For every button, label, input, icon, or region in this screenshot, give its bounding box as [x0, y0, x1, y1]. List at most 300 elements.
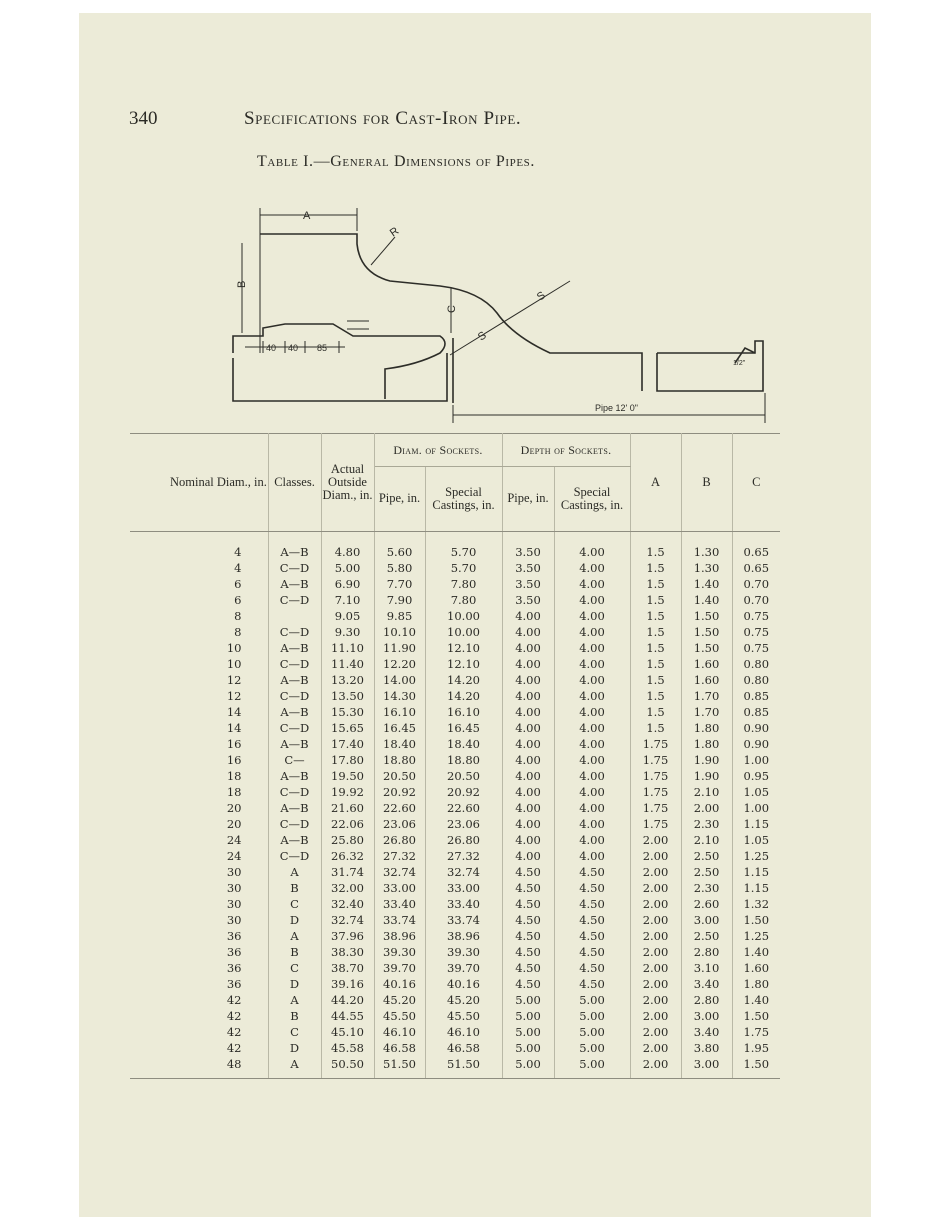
cell-c: 1.95: [743, 1041, 770, 1055]
cell-nominal: 20: [130, 800, 268, 816]
dimensions-table: [130, 433, 780, 1079]
cell-a: 1.75: [630, 816, 681, 832]
cell-special-diam: 7.80: [425, 592, 502, 608]
cell-pipe-depth: 4.50: [502, 864, 554, 880]
cell-pipe-depth: 5.00: [502, 1008, 554, 1024]
cell-special-diam: 27.32: [425, 848, 502, 864]
cell-special-depth: 4.00: [554, 752, 630, 768]
cell-b: 1.40: [681, 592, 732, 608]
cell-class: A: [268, 928, 321, 944]
cell-class: B: [268, 880, 321, 896]
label-r: R: [387, 225, 402, 240]
cell-pipe-depth: 4.00: [502, 752, 554, 768]
cell-c: 1.40: [743, 993, 770, 1007]
cell-pipe-diam: 20.50: [374, 768, 425, 784]
dim-85: 85: [317, 343, 328, 353]
cell-special-depth: 5.00: [554, 1024, 630, 1040]
cell-nominal: 14: [130, 720, 268, 736]
cell-pipe-diam: 46.10: [374, 1024, 425, 1040]
cell-c: 1.15: [743, 817, 770, 831]
cell-special-diam: 16.45: [425, 720, 502, 736]
table-row: [130, 704, 780, 720]
table-row: [130, 800, 780, 816]
cell-special-diam: 22.60: [425, 800, 502, 816]
cell-nominal: 24: [130, 832, 268, 848]
cell-special-depth: 4.00: [554, 656, 630, 672]
cell-b: 1.80: [681, 720, 732, 736]
pipe-socket-diagram: [145, 193, 785, 430]
cell-special-diam: 51.50: [425, 1056, 502, 1079]
cell-class: C: [268, 1024, 321, 1040]
cell-special-diam: 7.80: [425, 576, 502, 592]
cell-c: 0.75: [743, 641, 770, 655]
cell-pipe-diam: 45.20: [374, 992, 425, 1008]
cell-class: C: [268, 960, 321, 976]
cell-pipe-depth: 4.00: [502, 848, 554, 864]
cell-a: 1.5: [630, 560, 681, 576]
cell-b: 1.80: [681, 736, 732, 752]
cell-pipe-diam: 33.74: [374, 912, 425, 928]
cell-class: C—D: [268, 560, 321, 576]
cell-c: 0.85: [743, 689, 770, 703]
header-depth-sockets: Depth of Sockets.: [502, 434, 630, 467]
cell-pipe-diam: 7.70: [374, 576, 425, 592]
cell-class: C—: [268, 752, 321, 768]
cell-actual: 44.55: [321, 1008, 374, 1024]
cell-special-diam: 46.58: [425, 1040, 502, 1056]
table-row: [130, 880, 780, 896]
cell-pipe-diam: 10.10: [374, 624, 425, 640]
cell-actual: 39.16: [321, 976, 374, 992]
dim-40a: 40: [266, 343, 277, 353]
cell-b: 2.50: [681, 848, 732, 864]
cell-actual: 15.65: [321, 720, 374, 736]
cell-actual: 5.00: [321, 560, 374, 576]
cell-special-diam: 26.80: [425, 832, 502, 848]
table-row: [130, 720, 780, 736]
header-nominal: Nominal Diam., in.: [130, 434, 268, 532]
cell-pipe-diam: 23.06: [374, 816, 425, 832]
table-body: [130, 532, 780, 1079]
cell-special-diam: 12.10: [425, 640, 502, 656]
cell-c: 1.00: [743, 753, 770, 767]
table-row: [130, 832, 780, 848]
cell-actual: 31.74: [321, 864, 374, 880]
cell-special-depth: 4.50: [554, 880, 630, 896]
cell-pipe-depth: 4.00: [502, 768, 554, 784]
cell-pipe-diam: 26.80: [374, 832, 425, 848]
cell-b: 2.50: [681, 864, 732, 880]
cell-b: 3.00: [681, 1056, 732, 1079]
cell-special-diam: 33.40: [425, 896, 502, 912]
table-row: [130, 640, 780, 656]
cell-nominal: 30: [130, 912, 268, 928]
cell-special-depth: 4.00: [554, 784, 630, 800]
cell-nominal: 18: [130, 784, 268, 800]
cell-a: 1.75: [630, 768, 681, 784]
cell-nominal: 36: [130, 960, 268, 976]
cell-c: 1.15: [743, 865, 770, 879]
cell-actual: 19.92: [321, 784, 374, 800]
cell-a: 1.5: [630, 592, 681, 608]
label-b: B: [236, 280, 248, 288]
cell-pipe-depth: 4.50: [502, 896, 554, 912]
cell-c: 0.65: [743, 545, 770, 559]
table-row: [130, 848, 780, 864]
cell-pipe-depth: 4.00: [502, 656, 554, 672]
cell-c: 1.80: [743, 977, 770, 991]
cell-pipe-depth: 4.00: [502, 784, 554, 800]
cell-pipe-depth: 4.50: [502, 976, 554, 992]
cell-special-depth: 4.50: [554, 896, 630, 912]
cell-actual: 38.70: [321, 960, 374, 976]
cell-nominal: 16: [130, 752, 268, 768]
cell-class: C—D: [268, 624, 321, 640]
cell-special-diam: 18.40: [425, 736, 502, 752]
cell-a: 2.00: [630, 976, 681, 992]
cell-pipe-diam: 14.30: [374, 688, 425, 704]
cell-special-depth: 4.00: [554, 704, 630, 720]
cell-b: 1.90: [681, 752, 732, 768]
cell-pipe-diam: 5.60: [374, 532, 425, 561]
cell-a: 1.5: [630, 608, 681, 624]
cell-pipe-diam: 27.32: [374, 848, 425, 864]
running-head: [129, 104, 729, 134]
pipe-length-label: Pipe 12' 0": [595, 403, 638, 413]
table-row: [130, 736, 780, 752]
cell-a: 2.00: [630, 912, 681, 928]
cell-b: 1.50: [681, 640, 732, 656]
cell-special-depth: 4.50: [554, 976, 630, 992]
cell-actual: 32.74: [321, 912, 374, 928]
cell-special-diam: 5.70: [425, 532, 502, 561]
cell-pipe-diam: 7.90: [374, 592, 425, 608]
cell-pipe-depth: 4.00: [502, 800, 554, 816]
cell-pipe-depth: 4.50: [502, 960, 554, 976]
cell-special-depth: 4.00: [554, 576, 630, 592]
cell-nominal: 12: [130, 672, 268, 688]
cell-special-diam: 10.00: [425, 608, 502, 624]
cell-c: 0.90: [743, 721, 770, 735]
cell-b: 1.90: [681, 768, 732, 784]
cell-c: 1.40: [743, 945, 770, 959]
cell-special-diam: 45.20: [425, 992, 502, 1008]
cell-b: 3.00: [681, 912, 732, 928]
cell-class: A: [268, 992, 321, 1008]
cell-actual: 22.06: [321, 816, 374, 832]
cell-pipe-depth: 3.50: [502, 532, 554, 561]
cell-special-diam: 5.70: [425, 560, 502, 576]
cell-a: 1.5: [630, 640, 681, 656]
cell-c: 0.65: [743, 561, 770, 575]
cell-class: A—B: [268, 768, 321, 784]
cell-c: 1.50: [743, 913, 770, 927]
socket-bore: [233, 324, 445, 399]
cell-pipe-diam: 45.50: [374, 1008, 425, 1024]
cell-class: B: [268, 1008, 321, 1024]
cell-special-diam: 32.74: [425, 864, 502, 880]
cell-b: 1.60: [681, 656, 732, 672]
cell-b: 3.40: [681, 1024, 732, 1040]
cell-special-depth: 4.00: [554, 640, 630, 656]
cell-pipe-diam: 33.40: [374, 896, 425, 912]
table-row: [130, 672, 780, 688]
cell-b: 3.80: [681, 1040, 732, 1056]
header-pipe-depth: Pipe, in.: [502, 467, 554, 532]
cell-a: 1.5: [630, 576, 681, 592]
cell-class: A—B: [268, 640, 321, 656]
header-row-1: [130, 434, 780, 467]
cell-actual: 13.20: [321, 672, 374, 688]
cell-c: 0.75: [743, 609, 770, 623]
label-a: A: [303, 210, 311, 222]
cell-pipe-depth: 4.50: [502, 912, 554, 928]
cell-pipe-diam: 16.45: [374, 720, 425, 736]
cell-special-depth: 5.00: [554, 1056, 630, 1079]
cell-pipe-depth: 4.00: [502, 720, 554, 736]
header-c: C: [732, 434, 780, 532]
cell-a: 1.5: [630, 688, 681, 704]
cell-a: 2.00: [630, 1008, 681, 1024]
label-c: C: [446, 305, 458, 313]
cell-special-diam: 45.50: [425, 1008, 502, 1024]
cell-pipe-diam: 20.92: [374, 784, 425, 800]
cell-pipe-depth: 4.50: [502, 944, 554, 960]
cell-a: 1.5: [630, 532, 681, 561]
cell-actual: 6.90: [321, 576, 374, 592]
cell-nominal: 36: [130, 976, 268, 992]
running-title: Specifications for Cast-Iron Pipe.: [244, 108, 522, 129]
cell-c: 1.25: [743, 849, 770, 863]
cell-special-depth: 4.00: [554, 532, 630, 561]
cell-c: 0.80: [743, 657, 770, 671]
cell-pipe-depth: 4.00: [502, 736, 554, 752]
diagram-svg: [145, 193, 785, 425]
cell-special-depth: 4.50: [554, 960, 630, 976]
table-row: [130, 992, 780, 1008]
cell-b: 3.10: [681, 960, 732, 976]
cell-a: 2.00: [630, 864, 681, 880]
cell-nominal: 42: [130, 1040, 268, 1056]
cell-pipe-depth: 4.50: [502, 880, 554, 896]
cell-pipe-diam: 33.00: [374, 880, 425, 896]
cell-pipe-diam: 40.16: [374, 976, 425, 992]
table-row: [130, 928, 780, 944]
cell-special-depth: 4.50: [554, 944, 630, 960]
cell-c: 1.15: [743, 881, 770, 895]
cell-c: 1.32: [743, 897, 770, 911]
cell-special-depth: 4.00: [554, 608, 630, 624]
cell-nominal: 18: [130, 768, 268, 784]
cell-actual: 4.80: [321, 532, 374, 561]
cell-special-depth: 4.00: [554, 688, 630, 704]
cell-pipe-depth: 4.00: [502, 816, 554, 832]
cell-special-depth: 4.50: [554, 928, 630, 944]
cell-pipe-diam: 14.00: [374, 672, 425, 688]
cell-nominal: 8: [130, 608, 268, 624]
cell-pipe-diam: 9.85: [374, 608, 425, 624]
cell-pipe-depth: 3.50: [502, 576, 554, 592]
cell-a: 1.75: [630, 784, 681, 800]
cell-special-diam: 46.10: [425, 1024, 502, 1040]
cell-actual: 37.96: [321, 928, 374, 944]
cell-a: 1.5: [630, 672, 681, 688]
cell-b: 1.70: [681, 704, 732, 720]
cell-b: 3.40: [681, 976, 732, 992]
cell-b: 2.10: [681, 784, 732, 800]
table-row: [130, 576, 780, 592]
cell-special-depth: 5.00: [554, 1040, 630, 1056]
cell-special-diam: 39.30: [425, 944, 502, 960]
cell-nominal: 42: [130, 1024, 268, 1040]
cell-class: D: [268, 1040, 321, 1056]
cell-a: 2.00: [630, 1040, 681, 1056]
cell-class: B: [268, 944, 321, 960]
cell-c: 0.90: [743, 737, 770, 751]
cell-nominal: 12: [130, 688, 268, 704]
header-diam-sockets: Diam. of Sockets.: [374, 434, 502, 467]
cell-b: 1.50: [681, 624, 732, 640]
cell-actual: 17.40: [321, 736, 374, 752]
cell-nominal: 10: [130, 656, 268, 672]
table-row: [130, 912, 780, 928]
header-b: B: [681, 434, 732, 532]
cell-nominal: 6: [130, 576, 268, 592]
cell-a: 2.00: [630, 928, 681, 944]
cell-a: 2.00: [630, 896, 681, 912]
cell-actual: 13.50: [321, 688, 374, 704]
cell-pipe-depth: 4.00: [502, 608, 554, 624]
cell-special-diam: 18.80: [425, 752, 502, 768]
cell-a: 1.75: [630, 800, 681, 816]
cell-special-depth: 5.00: [554, 1008, 630, 1024]
table-row: [130, 752, 780, 768]
cell-actual: 17.80: [321, 752, 374, 768]
cell-actual: 45.10: [321, 1024, 374, 1040]
cell-a: 1.5: [630, 624, 681, 640]
cell-special-depth: 4.50: [554, 912, 630, 928]
cell-class: A—B: [268, 800, 321, 816]
cell-special-diam: 38.96: [425, 928, 502, 944]
cell-special-depth: 4.00: [554, 560, 630, 576]
cell-pipe-diam: 51.50: [374, 1056, 425, 1079]
cell-pipe-diam: 22.60: [374, 800, 425, 816]
cell-actual: 21.60: [321, 800, 374, 816]
cell-pipe-diam: 46.58: [374, 1040, 425, 1056]
cell-pipe-diam: 18.80: [374, 752, 425, 768]
cell-class: C—D: [268, 816, 321, 832]
header-a: A: [630, 434, 681, 532]
cell-class: A: [268, 864, 321, 880]
cell-actual: 38.30: [321, 944, 374, 960]
cell-class: C—D: [268, 656, 321, 672]
cell-class: C: [268, 896, 321, 912]
cell-nominal: 10: [130, 640, 268, 656]
cell-nominal: 36: [130, 944, 268, 960]
cell-class: C—D: [268, 720, 321, 736]
cell-special-depth: 4.00: [554, 720, 630, 736]
dim-40b: 40: [288, 343, 299, 353]
cell-c: 0.70: [743, 593, 770, 607]
cell-pipe-diam: 12.20: [374, 656, 425, 672]
cell-pipe-depth: 5.00: [502, 992, 554, 1008]
table-row: [130, 960, 780, 976]
cell-actual: 50.50: [321, 1056, 374, 1079]
cell-actual: 45.58: [321, 1040, 374, 1056]
cell-actual: 32.40: [321, 896, 374, 912]
cell-nominal: 30: [130, 864, 268, 880]
cell-c: 0.75: [743, 625, 770, 639]
radius-line: [371, 237, 395, 265]
cell-b: 2.80: [681, 992, 732, 1008]
cell-pipe-depth: 4.00: [502, 832, 554, 848]
cell-b: 2.00: [681, 800, 732, 816]
table-row: [130, 1040, 780, 1056]
cell-b: 1.30: [681, 560, 732, 576]
cell-special-depth: 4.00: [554, 832, 630, 848]
cell-pipe-diam: 11.90: [374, 640, 425, 656]
cell-special-diam: 16.10: [425, 704, 502, 720]
cell-special-diam: 40.16: [425, 976, 502, 992]
cell-b: 1.50: [681, 608, 732, 624]
cell-nominal: 48: [130, 1056, 268, 1079]
cell-c: 0.85: [743, 705, 770, 719]
cell-a: 2.00: [630, 832, 681, 848]
cell-special-depth: 4.00: [554, 816, 630, 832]
table-row: [130, 688, 780, 704]
cell-special-diam: 23.06: [425, 816, 502, 832]
cell-pipe-depth: 4.00: [502, 704, 554, 720]
cell-b: 2.80: [681, 944, 732, 960]
cell-pipe-depth: 4.00: [502, 624, 554, 640]
cell-special-depth: 4.00: [554, 624, 630, 640]
cell-pipe-depth: 5.00: [502, 1056, 554, 1079]
cell-special-diam: 39.70: [425, 960, 502, 976]
table-row: [130, 608, 780, 624]
cell-special-diam: 14.20: [425, 672, 502, 688]
cell-actual: 7.10: [321, 592, 374, 608]
cell-pipe-diam: 16.10: [374, 704, 425, 720]
cell-nominal: 36: [130, 928, 268, 944]
cell-class: A—B: [268, 576, 321, 592]
cell-a: 2.00: [630, 960, 681, 976]
cell-c: 1.25: [743, 929, 770, 943]
cell-b: 2.50: [681, 928, 732, 944]
cell-b: 1.60: [681, 672, 732, 688]
cell-special-diam: 33.74: [425, 912, 502, 928]
header-special: Special Castings, in.: [425, 467, 502, 532]
cell-a: 1.5: [630, 656, 681, 672]
cell-actual: 15.30: [321, 704, 374, 720]
cell-c: 0.80: [743, 673, 770, 687]
cell-special-diam: 12.10: [425, 656, 502, 672]
cell-special-depth: 4.00: [554, 800, 630, 816]
label-s2: S: [534, 289, 548, 304]
header-classes: Classes.: [268, 434, 321, 532]
pipe-bottom: [233, 353, 447, 401]
cell-class: A—B: [268, 736, 321, 752]
cell-special-depth: 4.00: [554, 768, 630, 784]
cell-actual: 11.40: [321, 656, 374, 672]
cell-class: C—D: [268, 688, 321, 704]
cell-pipe-depth: 4.00: [502, 688, 554, 704]
cell-actual: 32.00: [321, 880, 374, 896]
cell-special-depth: 4.00: [554, 848, 630, 864]
cell-class: D: [268, 912, 321, 928]
cell-pipe-diam: 5.80: [374, 560, 425, 576]
cell-pipe-depth: 3.50: [502, 560, 554, 576]
header-actual: Actual Outside Diam., in.: [321, 434, 374, 532]
